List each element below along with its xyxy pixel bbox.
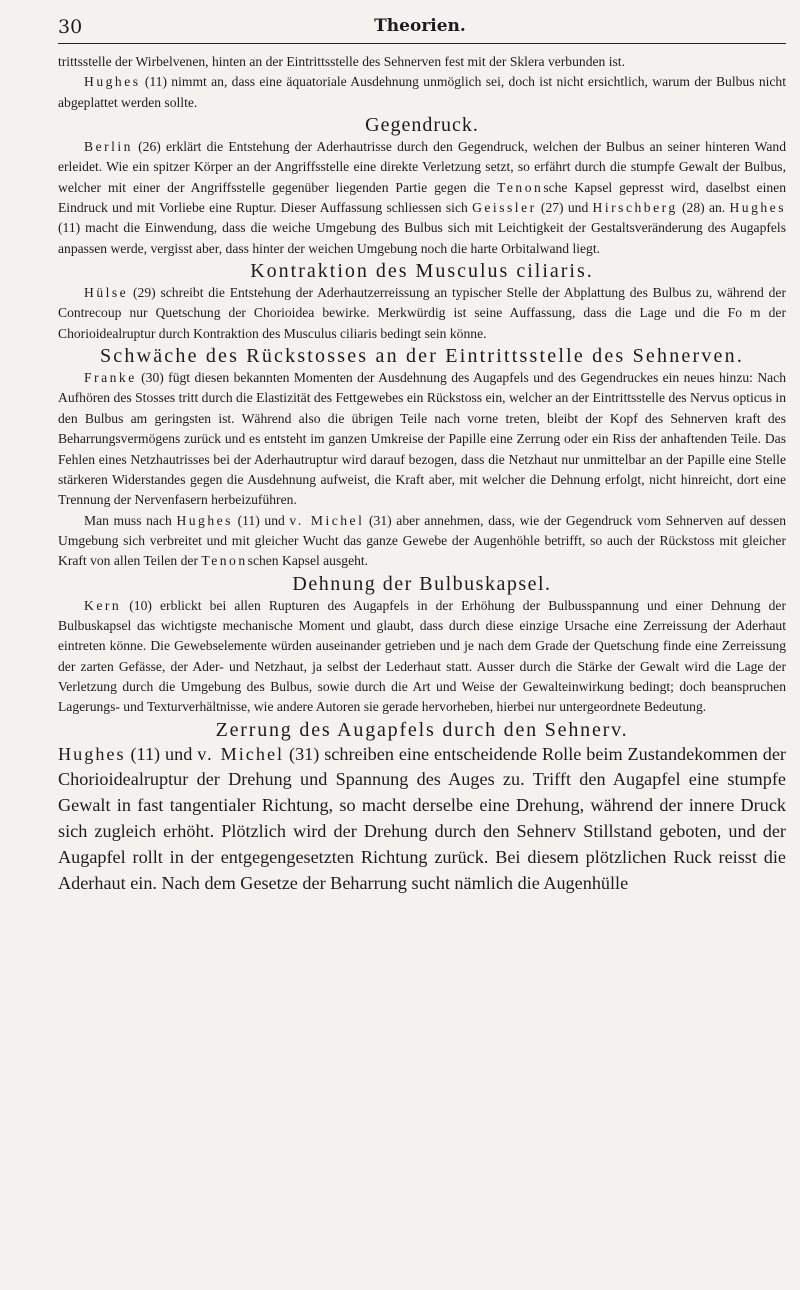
author-name: Hughes bbox=[176, 512, 233, 528]
paragraph: Man muss nach Hughes (11) und v. Michel (31) aber annehmen, dass, wie der Gegendruck vom Sehnerven auf dessen Umgebung sich verbreitet und mit gleicher Wucht das ganze Gewebe der Augenhöhle betrifft, so auch der Rückstoss mit gleicher Kraft von allen Teilen der Tenonschen Kapsel ausgeht. bbox=[58, 512, 786, 569]
author-name: Hirschberg bbox=[592, 200, 678, 216]
author-name: Hughes bbox=[729, 200, 787, 216]
author-name: v. Michel bbox=[289, 512, 365, 528]
running-header bbox=[58, 14, 782, 44]
author-name: Hülse bbox=[84, 285, 129, 301]
paragraph: Hughes (11) nimmt an, dass eine äquatoriale Ausdehnung unmöglich sei, doch ist nicht ersichtlich, warum der Bulbus nicht abgeplattet werden sollte. bbox=[58, 74, 786, 110]
header-rule bbox=[58, 43, 786, 44]
paragraph: Hülse (29) schreibt die Entstehung der Aderhautzerreissung an typischer Stelle der Abplattung des Bulbus zu, während der Contrecoup nur Quetschung der Chorioidea bewirke. Merkwürdig ist seine Auffassung, dass die Lage und die Fo m der Chorioidealruptur durch Kontraktion des Musculus ciliaris bedingt sein könne. bbox=[58, 285, 786, 341]
running-title: Theorien. bbox=[374, 16, 466, 36]
section-heading: Dehnung der Bulbuskapsel. bbox=[292, 572, 552, 595]
paragraph: Berlin (26) erklärt die Entstehung der Aderhautrisse durch den Gegendruck, welchen der Bulbus an seiner hinteren Wand erleidet. Wie ein spitzer Körper an der Angriffsstelle eine direkte Verletzung setzt, so erfährt durch die stumpfe Gewalt der Bulbus, welcher mit einer der Angriffsstelle gegenüber liegenden Partie gegen die Tenonsche Kapsel gepresst wird, daselbst einen Eindruck und mit Vorliebe eine Ruptur. Dieser Auffassung schliessen sich Geissler (27) und Hirschberg (28) an. Hughes (11) macht die Einwendung, dass die weiche Umgebung des Bulbus sich mit Leichtigkeit der Gestaltsveränderung des Augapfels anpassen werde, vergisst aber, dass hinter der weichen Umgebung noch die harte Orbitalwand liegt. bbox=[58, 139, 787, 256]
author-name: Kern bbox=[84, 597, 122, 613]
page-number: 30 bbox=[58, 16, 83, 38]
paragraph: Kern (10) erblickt bei allen Rupturen des Augapfels in der Erhöhung der Bulbusspannung und einer Dehnung der Bulbuskapsel das wichtigste mechanische Moment und glaubt, dass durch diese einzige Ursache eine Zerreissung der Aderhaut eintreten könne. Die Gewebselemente würden auseinander getrieben und je nach dem Grade der Quetschung finde eine Zerreissung der zarten Gefässe, der Ader- und Netzhaut, ja selbst der Lederhaut statt. Ausser durch die Stärke der Gewalt wird die Lage der Verletzung durch die Umgebung des Bulbus, sowie durch die Art und Weise der Gewalteinwirkung bedingt; doch beanspruchen Lagerungs- und Texturverhältnisse, wie andere Autoren sie gerade hervorheben, hierbei nur untergeordnete Bedeutung. bbox=[58, 597, 786, 715]
section-heading: Zerrung des Augapfels durch den Sehnerv. bbox=[215, 718, 629, 741]
paragraph: Franke (30) fügt diesen bekannten Momenten der Ausdehnung des Augapfels und des Gegendruckes ein neues hinzu: Nach Aufhören des Stosses tritt durch die Elastizität des Fettgewebes ein Rückstoss ein, welcher an der Eintrittsstelle des Nervus opticus in den Bulbus am geringsten ist. Während also die übrigen Teile nach vorne treten, bleibt der Kopf des Sehnerven kraft des Beharrungsvermögens zurück und es entsteht im ganzen Umkreise der Papille eine Zerrung oder ein Riss der anhaftenden Teile. Das Fehlen eines Netzhautrisses bei der Aderhautruptur wird darauf bezogen, dass die Netzhaut nur unmittelbar an der Papille eine Stelle stärkeren Widerstandes gegen die Ausdehnung aufweist, die Kraft aber, mit welcher die Dehnung erfolgt, nicht hinreicht, dort eine Trennung der Nervenfasern herbeizuführen. bbox=[58, 370, 786, 508]
section-heading: Kontraktion des Musculus ciliaris. bbox=[250, 260, 594, 283]
paragraph: trittsstelle der Wirbelvenen, hinten an der Eintrittsstelle des Sehnerven fest mit der Sklera verbunden ist. bbox=[58, 54, 625, 69]
author-name: Geissler bbox=[472, 200, 537, 216]
author-name: Tenon bbox=[201, 553, 248, 569]
author-name: Hughes bbox=[84, 74, 141, 90]
author-name: v. Michel bbox=[197, 743, 285, 764]
section-heading: Gegendruck. bbox=[365, 114, 479, 137]
section-heading: Schwäche des Rückstosses an der Eintrittsstelle des Sehnerven. bbox=[99, 345, 745, 368]
author-name: Tenon bbox=[497, 179, 544, 195]
author-name: Berlin bbox=[84, 139, 133, 155]
paragraph: Hughes (11) und v. Michel (31) schreiben eine entscheidende Rolle beim Zustandekommen der Chorioidealruptur der Drehung und Spannung des Auges zu. Trifft den Augapfel eine stumpfe Gewalt in fast tangentialer Richtung, so macht derselbe eine Drehung, während der innere Druck sich zugleich erhöht. Plötzlich wird der Drehung durch den Sehnerv Stillstand geboten, und der Augapfel rollt in der entgegengesetzten Richtung zurück. Bei diesem plötzlichen Ruck reisst die Aderhaut ein. Nach dem Gesetze der Beharrung sucht nämlich die Augenhülle bbox=[58, 743, 786, 893]
author-name: Hughes bbox=[58, 743, 126, 764]
author-name: Franke bbox=[84, 370, 137, 386]
body-text bbox=[58, 52, 786, 896]
